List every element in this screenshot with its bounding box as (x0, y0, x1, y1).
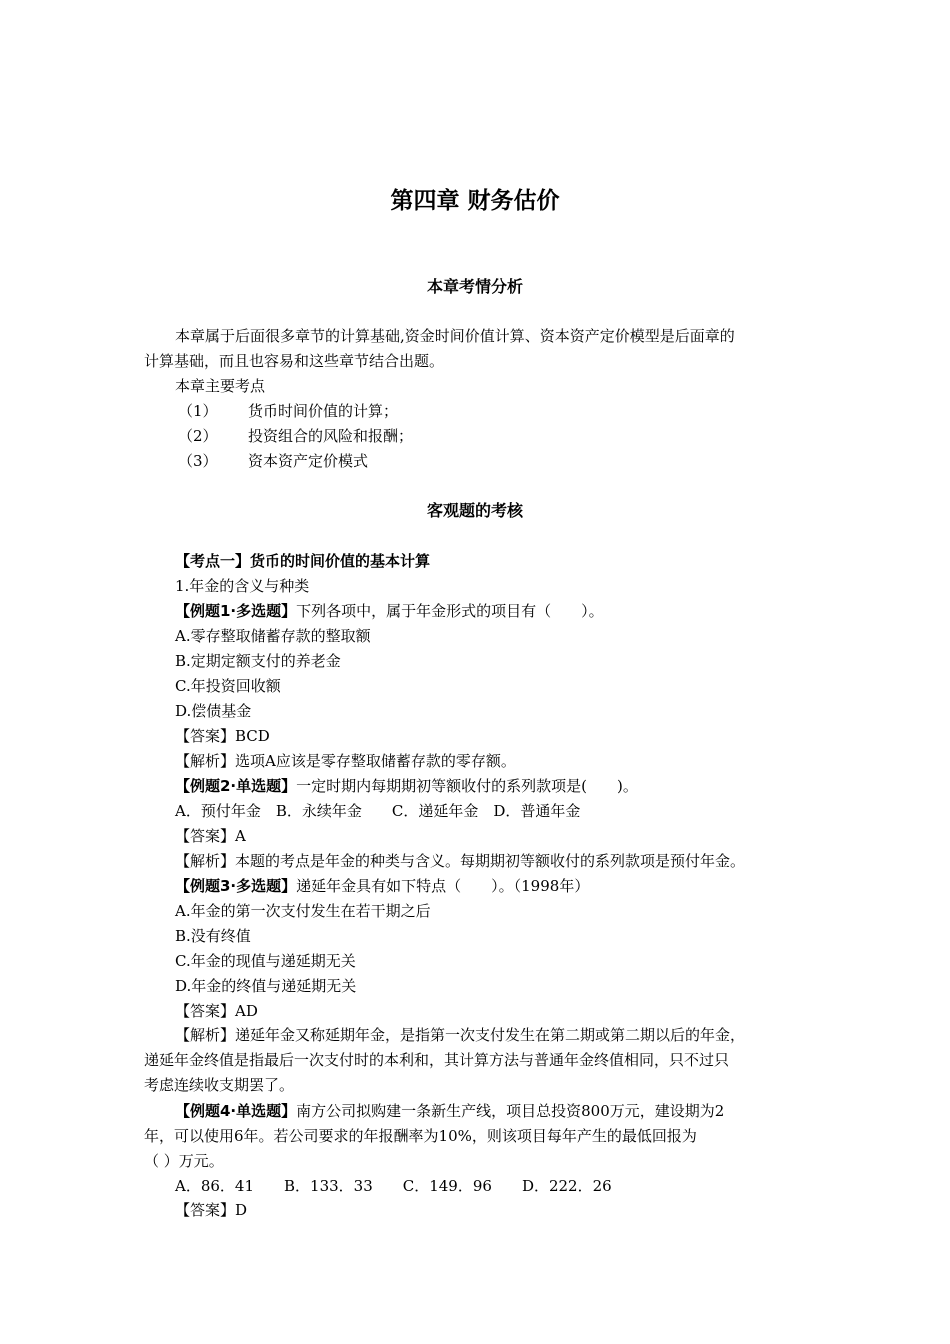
analysis-line: 【解析】选项A应该是零存整取储蓄存款的零存额。 (175, 752, 516, 770)
option-item: D.年金的终值与递延期无关 (175, 977, 357, 995)
key-points-label: 本章主要考点 (175, 377, 266, 395)
example-label: 【例题1·多选题】 (175, 602, 297, 620)
question-text: 一定时期内每期期初等额收付的系列款项是( )。 (296, 777, 638, 795)
question-text: 递延年金具有如下特点（ ）。（1998年） (296, 877, 590, 895)
key-point-text: 货币时间价值的计算； (248, 402, 399, 420)
example-label: 【例题4·单选题】 (175, 1102, 297, 1120)
analysis-line: 【解析】本题的考点是年金的种类与含义。每期期初等额收付的系列款项是预付年金。 (175, 852, 746, 870)
answer-line: 【答案】AD (175, 1002, 258, 1020)
answer-line: 【答案】D (175, 1201, 248, 1219)
analysis-line: 考虑连续收支期罢了。 (144, 1076, 295, 1094)
key-point-item (178, 426, 858, 446)
section-heading-exam-analysis: 本章考情分析 (426, 277, 523, 296)
option-item: A.年金的第一次支付发生在若干期之后 (175, 902, 431, 920)
exam-point-heading: 【考点一】货币的时间价值的基本计算 (175, 552, 431, 570)
key-point-item (178, 451, 858, 471)
key-point-number: （3） (178, 452, 218, 470)
section-heading-objective-questions: 客观题的考核 (426, 501, 523, 520)
intro-paragraph-line: 计算基础，而且也容易和这些章节结合出题。 (144, 352, 445, 370)
key-point-number: （2） (178, 427, 218, 445)
key-point-number: （1） (178, 402, 218, 420)
example-question (175, 876, 855, 896)
option-item: C.年投资回收额 (175, 677, 281, 695)
question-text-line: 年，可以使用6年。若公司要求的年报酬率为10%，则该项目每年产生的最低回报为 (144, 1127, 697, 1145)
key-point-item (178, 401, 858, 421)
intro-paragraph-line: 本章属于后面很多章节的计算基础,资金时间价值计算、资本资产定价模型是后面章的 (175, 327, 735, 345)
example-label: 【例题3·多选题】 (175, 877, 297, 895)
analysis-line: 【解析】递延年金又称延期年金，是指第一次支付发生在第二期或第二期以后的年金， (175, 1026, 746, 1044)
option-item: B.定期定额支付的养老金 (175, 652, 341, 670)
answer-line: 【答案】A (175, 827, 246, 845)
question-text: 南方公司拟购建一条新生产线，项目总投资800万元，建设期为2 (296, 1102, 725, 1120)
question-text: 下列各项中，属于年金形式的项目有（ ）。 (296, 602, 604, 620)
analysis-line: 递延年金终值是指最后一次支付时的本利和，其计算方法与普通年金终值相同，只不过只 (144, 1051, 730, 1069)
example-question (175, 601, 855, 621)
question-text-line: （ ）万元。 (144, 1152, 224, 1170)
subsection-title: 1.年金的含义与种类 (175, 577, 310, 595)
option-item: A.零存整取储蓄存款的整取额 (175, 627, 371, 645)
option-row: A．预付年金 B．永续年金 C．递延年金 D．普通年金 (175, 802, 581, 820)
example-question (175, 1101, 855, 1121)
key-point-text: 投资组合的风险和报酬； (248, 427, 414, 445)
option-item: B.没有终值 (175, 927, 251, 945)
key-point-text: 资本资产定价模式 (248, 452, 369, 470)
example-label: 【例题2·单选题】 (175, 777, 297, 795)
option-item: C.年金的现值与递延期无关 (175, 952, 356, 970)
option-row: A．86．41 B．133．33 C．149．96 D．222．26 (175, 1177, 612, 1195)
example-question (175, 776, 855, 796)
answer-line: 【答案】BCD (175, 727, 270, 745)
page-title: 第四章 财务估价 (390, 188, 560, 214)
option-item: D.偿债基金 (175, 702, 252, 720)
